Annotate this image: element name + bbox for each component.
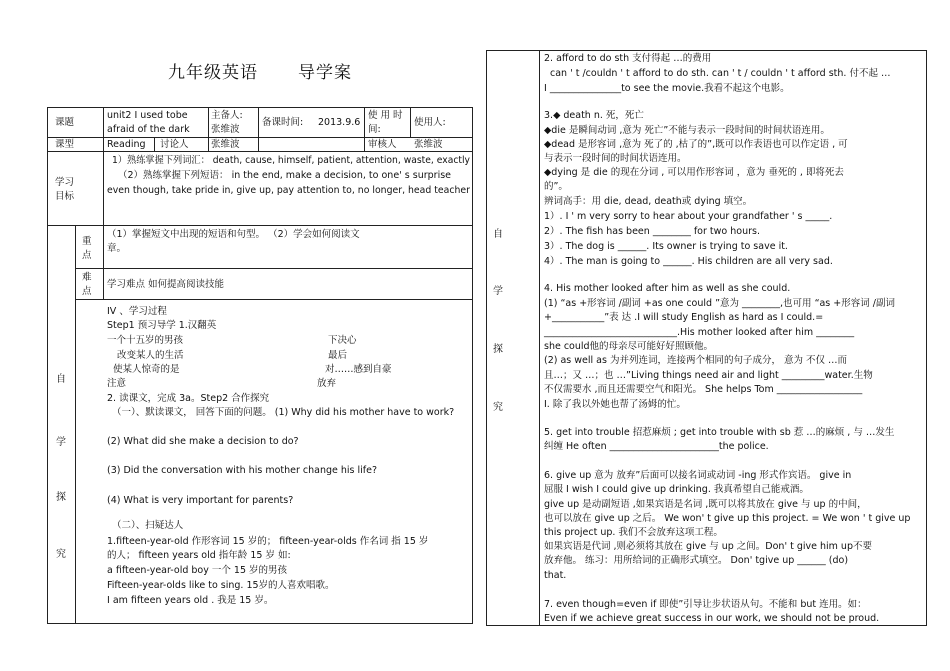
goals-label-1: 学习 bbox=[55, 177, 75, 188]
goals-line3: even though, take pride in, give up, pay attention to, no longer, head teacher bbox=[107, 185, 470, 196]
body-line: she could他的母亲尽可能好好照顾他。 bbox=[544, 341, 714, 352]
body-line: +___________”表 达 .I will study English as hard as I could.= bbox=[544, 312, 824, 323]
side-char-4: 究 bbox=[56, 549, 66, 560]
body-line: 下决心 bbox=[328, 335, 357, 346]
body-line: IV 、学习过程 bbox=[107, 306, 167, 317]
body-line: 且…；又 …；也 …”Living things need air and light _________water.生物 bbox=[544, 370, 873, 381]
body-line: 屈服 I wish I could give up drinking. 我真希望自己能戒酒。 bbox=[544, 484, 809, 495]
body-line: (4) What is very important for parents? bbox=[107, 495, 294, 506]
body-line: 放弃 bbox=[317, 378, 337, 389]
key-text-2: 章。 bbox=[107, 243, 127, 254]
body-line: 如果宾语是代词 ,则必须将其放在 give 与 up 之间。Don' t give him up不要 bbox=[544, 541, 872, 552]
kexing-value: Reading bbox=[107, 139, 146, 150]
body-line: ◆die 是瞬间动词 ,意为 死亡”不能与表示一段时间的时间状语连用。 bbox=[544, 125, 830, 136]
goals-line2: （2）熟练掌握下列短语： in the end, make a decision, to one' s surprise bbox=[118, 170, 452, 181]
right-side-char-2: 学 bbox=[493, 286, 503, 297]
body-line: 5. get into trouble 招惹麻烦 ; get into trouble with sb 惹 …的麻烦 , 与 …发生 bbox=[544, 427, 895, 438]
user-label: 使用人: bbox=[414, 117, 446, 128]
zhubei-name: 张维波 bbox=[211, 124, 240, 135]
right-side-char-3: 探 bbox=[493, 344, 503, 355]
body-line: a fifteen-year-old boy 一个 15 岁的男孩 bbox=[107, 565, 288, 576]
body-line: ◆dying 是 die 的现在分词 , 可以用作形容词 ，意为 垂死的 , 即将死去 bbox=[544, 167, 844, 178]
diff-text: 学习难点 如何提高阅读技能 bbox=[107, 279, 225, 290]
body-line: （二）、扫疑达人 bbox=[112, 520, 184, 531]
diff-label-dian: 点 bbox=[82, 286, 92, 297]
body-line: 也可以放在 give up 之后。 We won' t give up this project. = We won ' t give up bbox=[544, 513, 911, 524]
body-line: 纠缠 He often _______________________the police. bbox=[544, 441, 769, 452]
taolun-name: 张维波 bbox=[211, 139, 240, 150]
body-line: (2) as well as 为并列连词，连接两个相同的句子成分， 意为 不仅 …而 bbox=[544, 355, 848, 366]
body-line: 2. 读课文，完成 3a。Step2 合作探究 bbox=[107, 393, 270, 404]
body-line: 改变某人的生活 bbox=[117, 350, 184, 361]
side-char-2: 学 bbox=[56, 437, 66, 448]
body-line: can ' t /couldn ' t afford to do sth. can ' t / couldn ' t afford sth. 付不起 … bbox=[550, 68, 891, 79]
body-line: that. bbox=[544, 570, 567, 581]
goals-line1: 1）熟练掌握下列词汇： death, cause, himself, patient, attention, waste, exactly bbox=[112, 155, 470, 166]
use-time-label: 使 用 时 bbox=[368, 110, 403, 121]
body-line: I am fifteen years old . 我是 15 岁。 bbox=[107, 595, 274, 606]
body-line: 不仅需要水 ,而且还需要空气和阳光。 She helps Tom __________________ bbox=[544, 384, 863, 395]
body-line: Even if we achieve great success in our work, we should not be proud. bbox=[544, 613, 880, 624]
body-line: 注意 bbox=[107, 378, 127, 389]
body-line: ____________________________.His mother looked after him ________ bbox=[544, 327, 855, 338]
body-line: 3）. The dog is ______. Its owner is trying to save it. bbox=[544, 241, 788, 252]
right-side-char-1: 自 bbox=[493, 229, 503, 240]
body-line: 的人； fifteen years old 指年龄 15 岁 如: bbox=[107, 550, 291, 561]
body-line: 的”。 bbox=[544, 181, 568, 192]
body-line: Step1 预习导学 1.汉翻英 bbox=[107, 320, 217, 331]
key-label-zhong: 重 bbox=[82, 236, 92, 247]
body-line: I _______________to see the movie.我看不起这个电影。 bbox=[544, 83, 790, 94]
body-line: this project up. 我们不会放弃这项工程。 bbox=[544, 527, 723, 538]
body-line: 3.◆ death n. 死，死亡 bbox=[544, 110, 644, 121]
keti-value-line2: afraid of the dark bbox=[107, 124, 190, 135]
body-line: 4）. The man is going to ______. His children are all very sad. bbox=[544, 256, 833, 267]
body-line: 2）. The fish has been ________ for two hours. bbox=[544, 226, 760, 237]
body-line: 放弃他。 练习：用所给词的正确形式填空。 Don' tgive up ______ (do) bbox=[544, 555, 849, 566]
body-line: 4. His mother looked after him as well as she could. bbox=[544, 283, 791, 294]
body-line: (2) What did she make a decision to do? bbox=[107, 436, 299, 447]
shenhe-name: 张维波 bbox=[414, 139, 443, 150]
body-line: 辨词高手：用 die, dead, death或 dying 填空。 bbox=[544, 196, 753, 207]
goals-label-2: 目标 bbox=[55, 191, 75, 202]
body-line: (3) Did the conversation with his mother change his life? bbox=[107, 465, 378, 476]
right-side-char-4: 究 bbox=[493, 402, 503, 413]
key-label-dian: 点 bbox=[82, 250, 92, 261]
date-label: 备课时间: bbox=[262, 117, 304, 128]
kexing-label: 课型 bbox=[55, 139, 75, 150]
body-line: 7. even though=even if 即使”引导让步状语从句。不能和 but 连用。如： bbox=[544, 599, 867, 610]
body-line: （一）、默读课文， 回答下面的问题。 (1) Why did his mother have to work? bbox=[112, 407, 455, 418]
date-value: 2013.9.6 bbox=[318, 117, 361, 128]
zhubei-label: 主备人: bbox=[211, 110, 243, 121]
keti-value-line1: unit2 I used tobe bbox=[107, 110, 188, 121]
body-line: 1.fifteen-year-old 作形容词 15 岁的； fifteen-year-olds 作名词 指 15 岁 bbox=[107, 536, 429, 547]
body-line: I. 除了我以外她也帮了汤姆的忙。 bbox=[544, 399, 686, 410]
keti-label: 课题 bbox=[55, 117, 75, 128]
use-time-label-2: 间: bbox=[368, 124, 381, 135]
body-line: 6. give up 意为 放弃”后面可以接名词或动词 -ing 形式作宾语。 give in bbox=[544, 470, 852, 481]
body-line: ◆dead 是形容词 ,意为 死了的 ,枯了的”,既可以作表语也可以作定语 , 可 bbox=[544, 139, 848, 150]
body-line: 使某人惊奇的是 bbox=[113, 364, 180, 375]
body-line: (1) “as +形容词 /副词 +as one could ”意为 ________,也可用 “as +形容词 /副词 bbox=[544, 298, 895, 309]
page-title: 九年级英语 bbox=[168, 63, 258, 83]
body-line: give up 是动副短语 ,如果宾语是名词 ,既可以将其放在 give 与 up 的中间， bbox=[544, 499, 867, 510]
page-subtitle: 导学案 bbox=[298, 63, 352, 83]
side-char-1: 自 bbox=[56, 374, 66, 385]
body-line: 一个十五岁的男孩 bbox=[107, 335, 184, 346]
body-line: Fifteen-year-olds like to sing. 15岁的人喜欢唱歌。 bbox=[107, 580, 335, 591]
shenhe-label: 审核人 bbox=[368, 139, 397, 150]
body-line: 对……感到自豪 bbox=[325, 364, 392, 375]
body-line: 2. afford to do sth 支付得起 …的费用 bbox=[544, 53, 712, 64]
body-line: 最后 bbox=[328, 350, 348, 361]
key-text-1: （1）掌握短文中出现的短语和句型。 （2）学会如何阅读文 bbox=[107, 229, 360, 240]
body-line: 与表示一段时间的时间状语连用。 bbox=[544, 153, 687, 164]
side-char-3: 探 bbox=[56, 492, 66, 503]
body-line: 1）. I ' m very sorry to hear about your grandfather ' s _____. bbox=[544, 211, 833, 222]
taolun-label: 讨论人 bbox=[160, 139, 189, 150]
diff-label-nan: 难 bbox=[82, 272, 92, 283]
